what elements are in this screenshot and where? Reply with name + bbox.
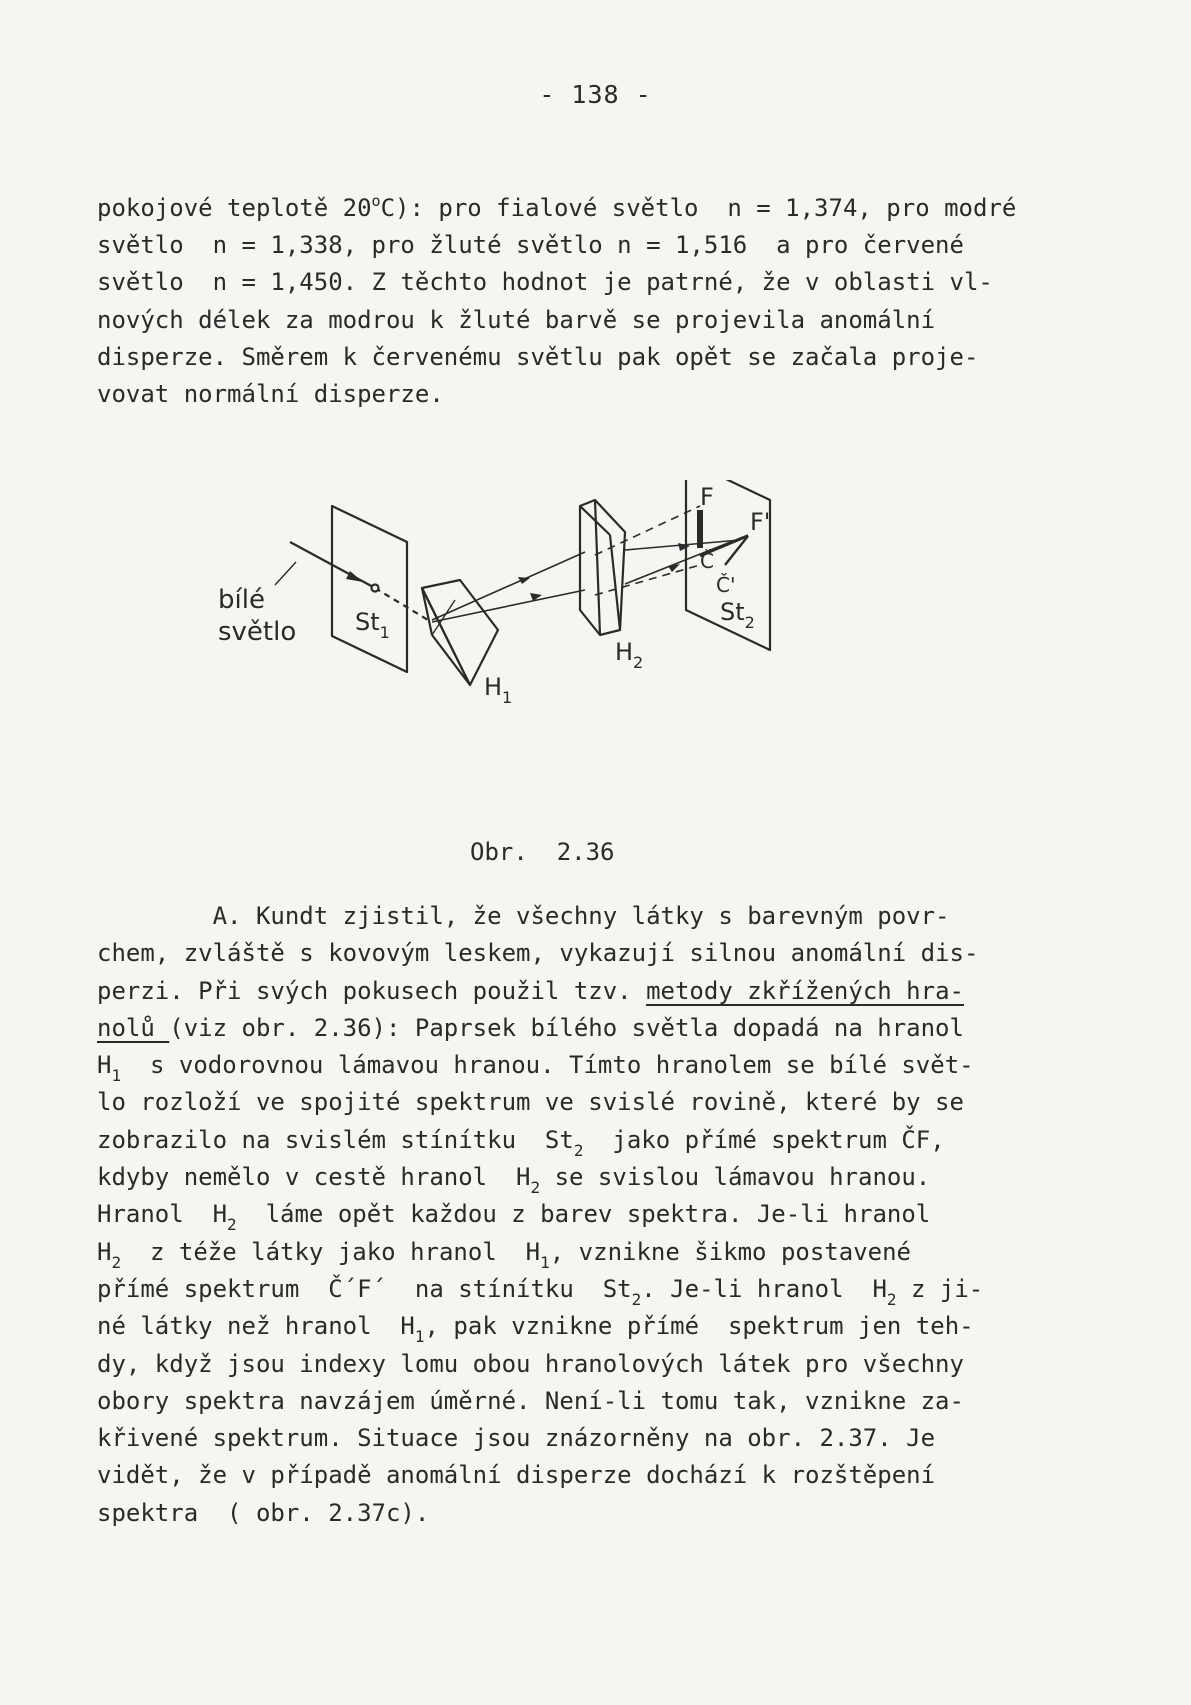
text-segment: s vodorovnou lámavou hranou. Tímto hranolem se bílé svět- — [121, 1051, 974, 1080]
text-segment: dy, když jsou indexy lomu obou hranolových látek pro všechny — [97, 1349, 964, 1378]
text-segment: , pak vznikne přímé spektrum jen teh- — [424, 1312, 974, 1341]
text-segment: světlo n = 1,450. Z těchto hodnot je patrné, že v oblasti vl- — [97, 268, 993, 297]
text-segment: H — [97, 1051, 112, 1080]
text-line — [97, 1457, 1097, 1494]
text-segment: chem, zvláště s kovovým leskem, vykazují silnou anomální dis- — [97, 939, 979, 968]
text-segment: nových délek za modrou k žluté barvě se projevila anomální — [97, 305, 936, 334]
text-segment: vidět, že v případě anomální disperze dochází k rozštěpení — [97, 1461, 936, 1490]
text-segment: 2 — [227, 1215, 237, 1235]
text-segment: 1 — [414, 1327, 425, 1347]
text-segment: 2 — [631, 1289, 642, 1309]
text-line — [97, 935, 1097, 972]
text-line — [97, 302, 1097, 339]
figure-crossed-prisms — [200, 480, 900, 780]
text-segment: disperze. Směrem k červenému světlu pak opět se začala proje- — [97, 342, 979, 371]
text-line — [97, 227, 1097, 264]
text-line — [97, 1271, 1097, 1308]
text-segment: z téže látky jako hranol H — [121, 1237, 541, 1266]
text-line — [97, 1196, 1097, 1233]
text-segment: Hranol H — [97, 1200, 228, 1229]
text-segment: kdyby nemělo v cestě hranol H — [97, 1163, 531, 1192]
text-segment: křivené spektrum. Situace jsou znázorněny na obr. 2.37. Je — [97, 1424, 936, 1453]
paragraph-1 — [97, 190, 1097, 413]
text-segment: světlo n = 1,338, pro žluté světlo n = 1,516 a pro červené — [97, 231, 964, 260]
label-point-c-prime: Č' — [716, 573, 736, 597]
text-line — [97, 1122, 1097, 1159]
text-segment: jako přímé spektrum ČF, — [583, 1125, 945, 1154]
text-segment: , vznikne šikmo postavené — [549, 1237, 911, 1266]
prism-h2-shape — [580, 500, 625, 635]
text-segment: A. Kundt zjistil, že všechny látky s barevným povr- — [97, 902, 950, 930]
label-prism-h2: $H_2$ — [615, 638, 644, 672]
text-segment: nolů — [97, 1013, 170, 1042]
label-white-light-line2: světlo — [218, 617, 297, 647]
text-segment: metody zkřížených hra- — [646, 976, 964, 1005]
text-segment: 2 — [886, 1289, 897, 1309]
text-segment: z ji- — [896, 1274, 984, 1303]
text-segment: 2 — [530, 1178, 541, 1198]
text-line — [97, 190, 1097, 227]
text-segment: o — [371, 192, 381, 210]
text-segment: se svislou lámavou hranou. — [540, 1163, 931, 1192]
text-segment: C): pro fialové světlo n = 1,374, pro modré — [380, 194, 1017, 222]
text-segment: . Je-li hranol H — [641, 1274, 887, 1303]
text-line — [97, 339, 1097, 376]
text-segment: obory spektra navzájem úměrné. Není-li tomu tak, vznikne za- — [97, 1386, 964, 1415]
text-segment: přímé spektrum Č´F´ na stínítku St — [97, 1274, 632, 1303]
text-segment: láme opět každou z barev spektra. Je-li hranol — [236, 1200, 931, 1229]
screen-st1-shape — [332, 506, 407, 672]
text-segment: H — [97, 1237, 112, 1266]
text-segment: perzi. Při svých pokusech použil tzv. — [97, 976, 647, 1005]
text-segment: vovat normální disperze. — [97, 379, 444, 408]
text-segment: 2 — [573, 1140, 584, 1160]
text-segment: né látky než hranol H — [97, 1312, 415, 1341]
text-segment: zobrazilo na svislém stínítku St — [97, 1125, 574, 1154]
text-line — [97, 376, 1097, 413]
text-line — [97, 1495, 1097, 1532]
label-point-c: Č — [700, 549, 714, 573]
text-line — [97, 1308, 1097, 1345]
text-line — [97, 973, 1097, 1010]
text-line — [97, 1383, 1097, 1420]
text-segment: 1 — [540, 1252, 550, 1272]
label-screen-st1: $St_1$ — [355, 608, 390, 642]
text-line — [97, 1420, 1097, 1457]
text-line — [97, 1234, 1097, 1271]
text-segment: 1 — [111, 1066, 122, 1086]
paragraph-2 — [97, 898, 1097, 1532]
text-segment: (viz obr. 2.36): Paprsek bílého světla dopadá na hranol — [169, 1013, 964, 1042]
text-line — [97, 1159, 1097, 1196]
text-line — [97, 1346, 1097, 1383]
text-line — [97, 1047, 1097, 1084]
label-point-f: F — [700, 483, 714, 511]
text-segment: 2 — [111, 1252, 122, 1272]
text-line — [97, 1010, 1097, 1047]
figure-caption: Obr. 2.36 — [470, 838, 615, 866]
text-line — [97, 898, 1097, 935]
text-segment: pokojové teplotě 20 — [97, 194, 372, 222]
text-line — [97, 1084, 1097, 1121]
label-prism-h1: $H_1$ — [484, 673, 513, 707]
label-screen-st2: $St_2$ — [720, 598, 755, 632]
text-segment: spektra ( obr. 2.37c). — [97, 1498, 430, 1527]
text-segment: lo rozloží ve spojité spektrum ve svislé rovině, které by se — [97, 1088, 964, 1117]
text-line — [97, 264, 1097, 301]
label-point-f-prime: F' — [750, 508, 771, 536]
label-white-light-line1: bílé — [218, 585, 265, 615]
page-number: - 138 - — [539, 80, 652, 109]
